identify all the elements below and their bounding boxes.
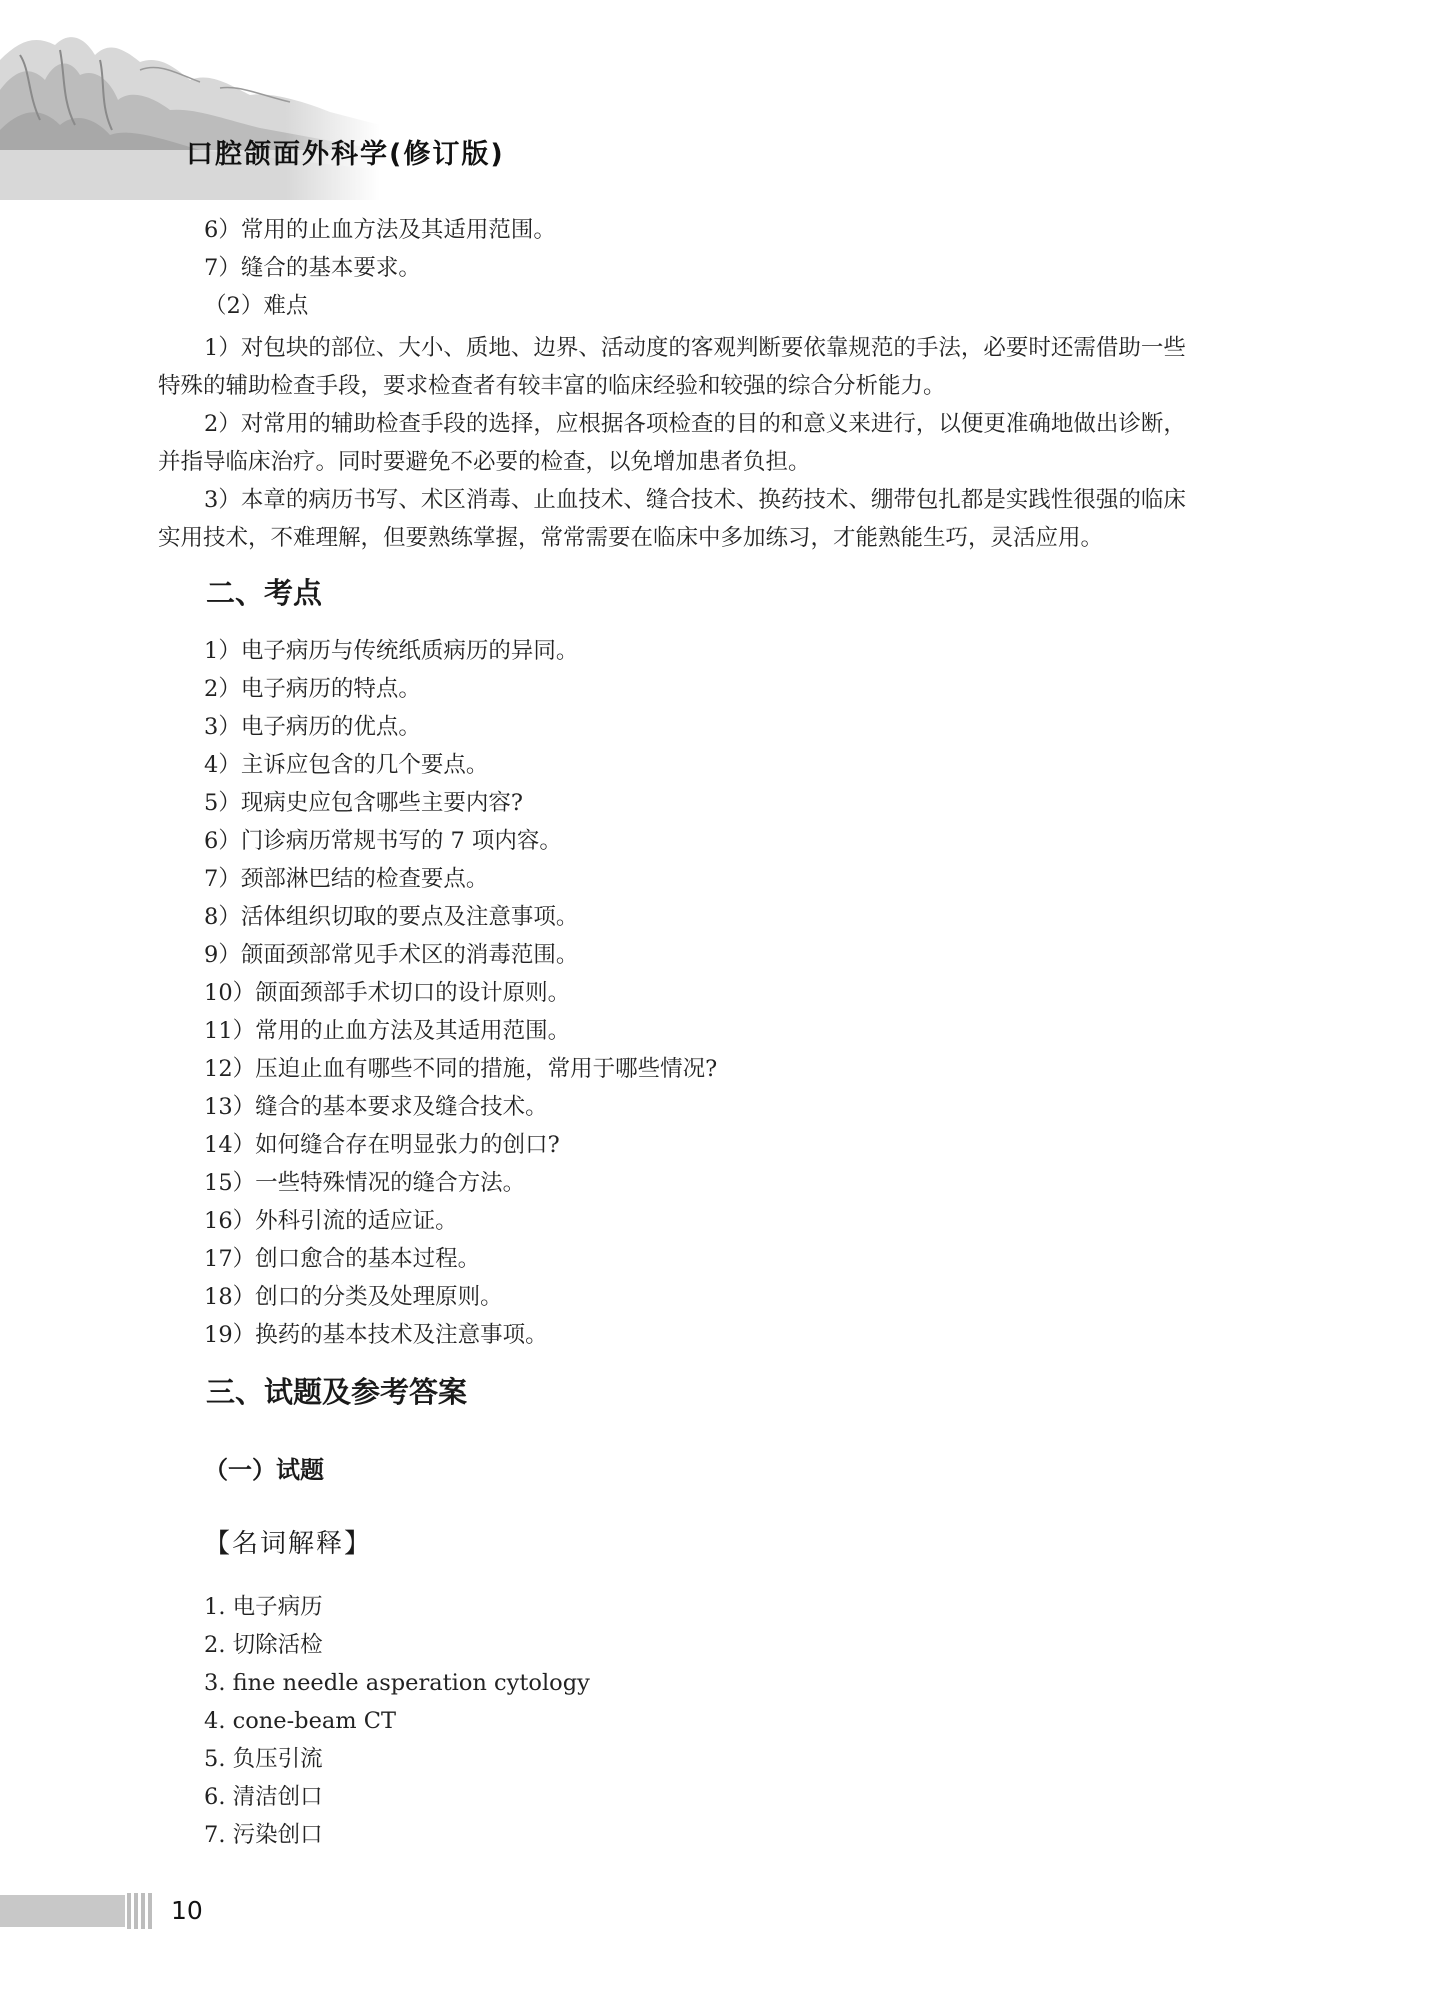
paragraph-line: 2）对常用的辅助检查手段的选择，应根据各项检查的目的和意义来进行，以便更准确地做出诊断， (204, 411, 1186, 437)
term-item: 1. 电子病历 (204, 1594, 323, 1620)
exam-point-item: 1）电子病历与传统纸质病历的异同。 (204, 638, 579, 664)
exam-point-item: 11）常用的止血方法及其适用范围。 (204, 1018, 571, 1044)
paragraph (158, 329, 1290, 405)
footer-bar (0, 1895, 125, 1927)
exam-point-item: 15）一些特殊情况的缝合方法。 (204, 1170, 526, 1196)
exam-point-item: 7）颈部淋巴结的检查要点。 (204, 866, 489, 892)
exam-point-item: 17）创口愈合的基本过程。 (204, 1246, 481, 1272)
exam-point-item: 6）门诊病历常规书写的 7 项内容。 (204, 828, 562, 854)
exam-point-item: 14）如何缝合存在明显张力的创口? (204, 1132, 560, 1158)
section-heading: 二、考点 (206, 576, 323, 610)
paragraph (158, 481, 1290, 557)
section-heading: 三、试题及参考答案 (206, 1375, 468, 1409)
term-item: 6. 清洁创口 (204, 1784, 323, 1810)
exam-point-item: 9）颌面颈部常见手术区的消毒范围。 (204, 942, 579, 968)
subsection-heading: （一）试题 (204, 1456, 324, 1484)
exam-point-item: 12）压迫止血有哪些不同的措施，常用于哪些情况? (204, 1056, 718, 1082)
term-item: 3. fine needle asperation cytology (204, 1670, 590, 1696)
exam-point-item: 16）外科引流的适应证。 (204, 1208, 458, 1234)
exam-point-item: 3）电子病历的优点。 (204, 714, 421, 740)
page-number: 10 (171, 1896, 203, 1925)
exam-point-item: 8）活体组织切取的要点及注意事项。 (204, 904, 579, 930)
exam-point-item: 2）电子病历的特点。 (204, 676, 421, 702)
term-item: 4. cone-beam CT (204, 1708, 397, 1734)
term-item: 7. 污染创口 (204, 1822, 323, 1848)
paragraph (158, 405, 1290, 481)
exam-point-item: 10）颌面颈部手术切口的设计原则。 (204, 980, 571, 1006)
question-category: 【名词解释】 (204, 1529, 373, 1559)
exam-point-item: 19）换药的基本技术及注意事项。 (204, 1322, 548, 1348)
book-title: 口腔颌面外科学(修订版) (186, 139, 505, 170)
term-item: 2. 切除活检 (204, 1632, 323, 1658)
exam-point-item: 4）主诉应包含的几个要点。 (204, 752, 489, 778)
list-item: 6）常用的止血方法及其适用范围。 (204, 217, 556, 243)
paragraph-line: 3）本章的病历书写、术区消毒、止血技术、缝合技术、换药技术、绷带包扎都是实践性很强的临床 (204, 487, 1186, 513)
footer-stripes (127, 1893, 153, 1929)
subsection-label: （2）难点 (204, 293, 309, 319)
list-item: 7）缝合的基本要求。 (204, 255, 421, 281)
exam-point-item: 13）缝合的基本要求及缝合技术。 (204, 1094, 548, 1120)
exam-point-item: 18）创口的分类及处理原则。 (204, 1284, 503, 1310)
paragraph-line: 特殊的辅助检查手段，要求检查者有较丰富的临床经验和较强的综合分析能力。 (158, 373, 946, 399)
exam-point-item: 5）现病史应包含哪些主要内容? (204, 790, 523, 816)
paragraph-line: 实用技术，不难理解，但要熟练掌握，常常需要在临床中多加练习，才能熟能生巧，灵活应用。 (158, 525, 1104, 551)
paragraph-line: 1）对包块的部位、大小、质地、边界、活动度的客观判断要依靠规范的手法，必要时还需借助一些 (204, 335, 1186, 361)
paragraph-line: 并指导临床治疗。同时要避免不必要的检查，以免增加患者负担。 (158, 449, 811, 475)
term-item: 5. 负压引流 (204, 1746, 323, 1772)
